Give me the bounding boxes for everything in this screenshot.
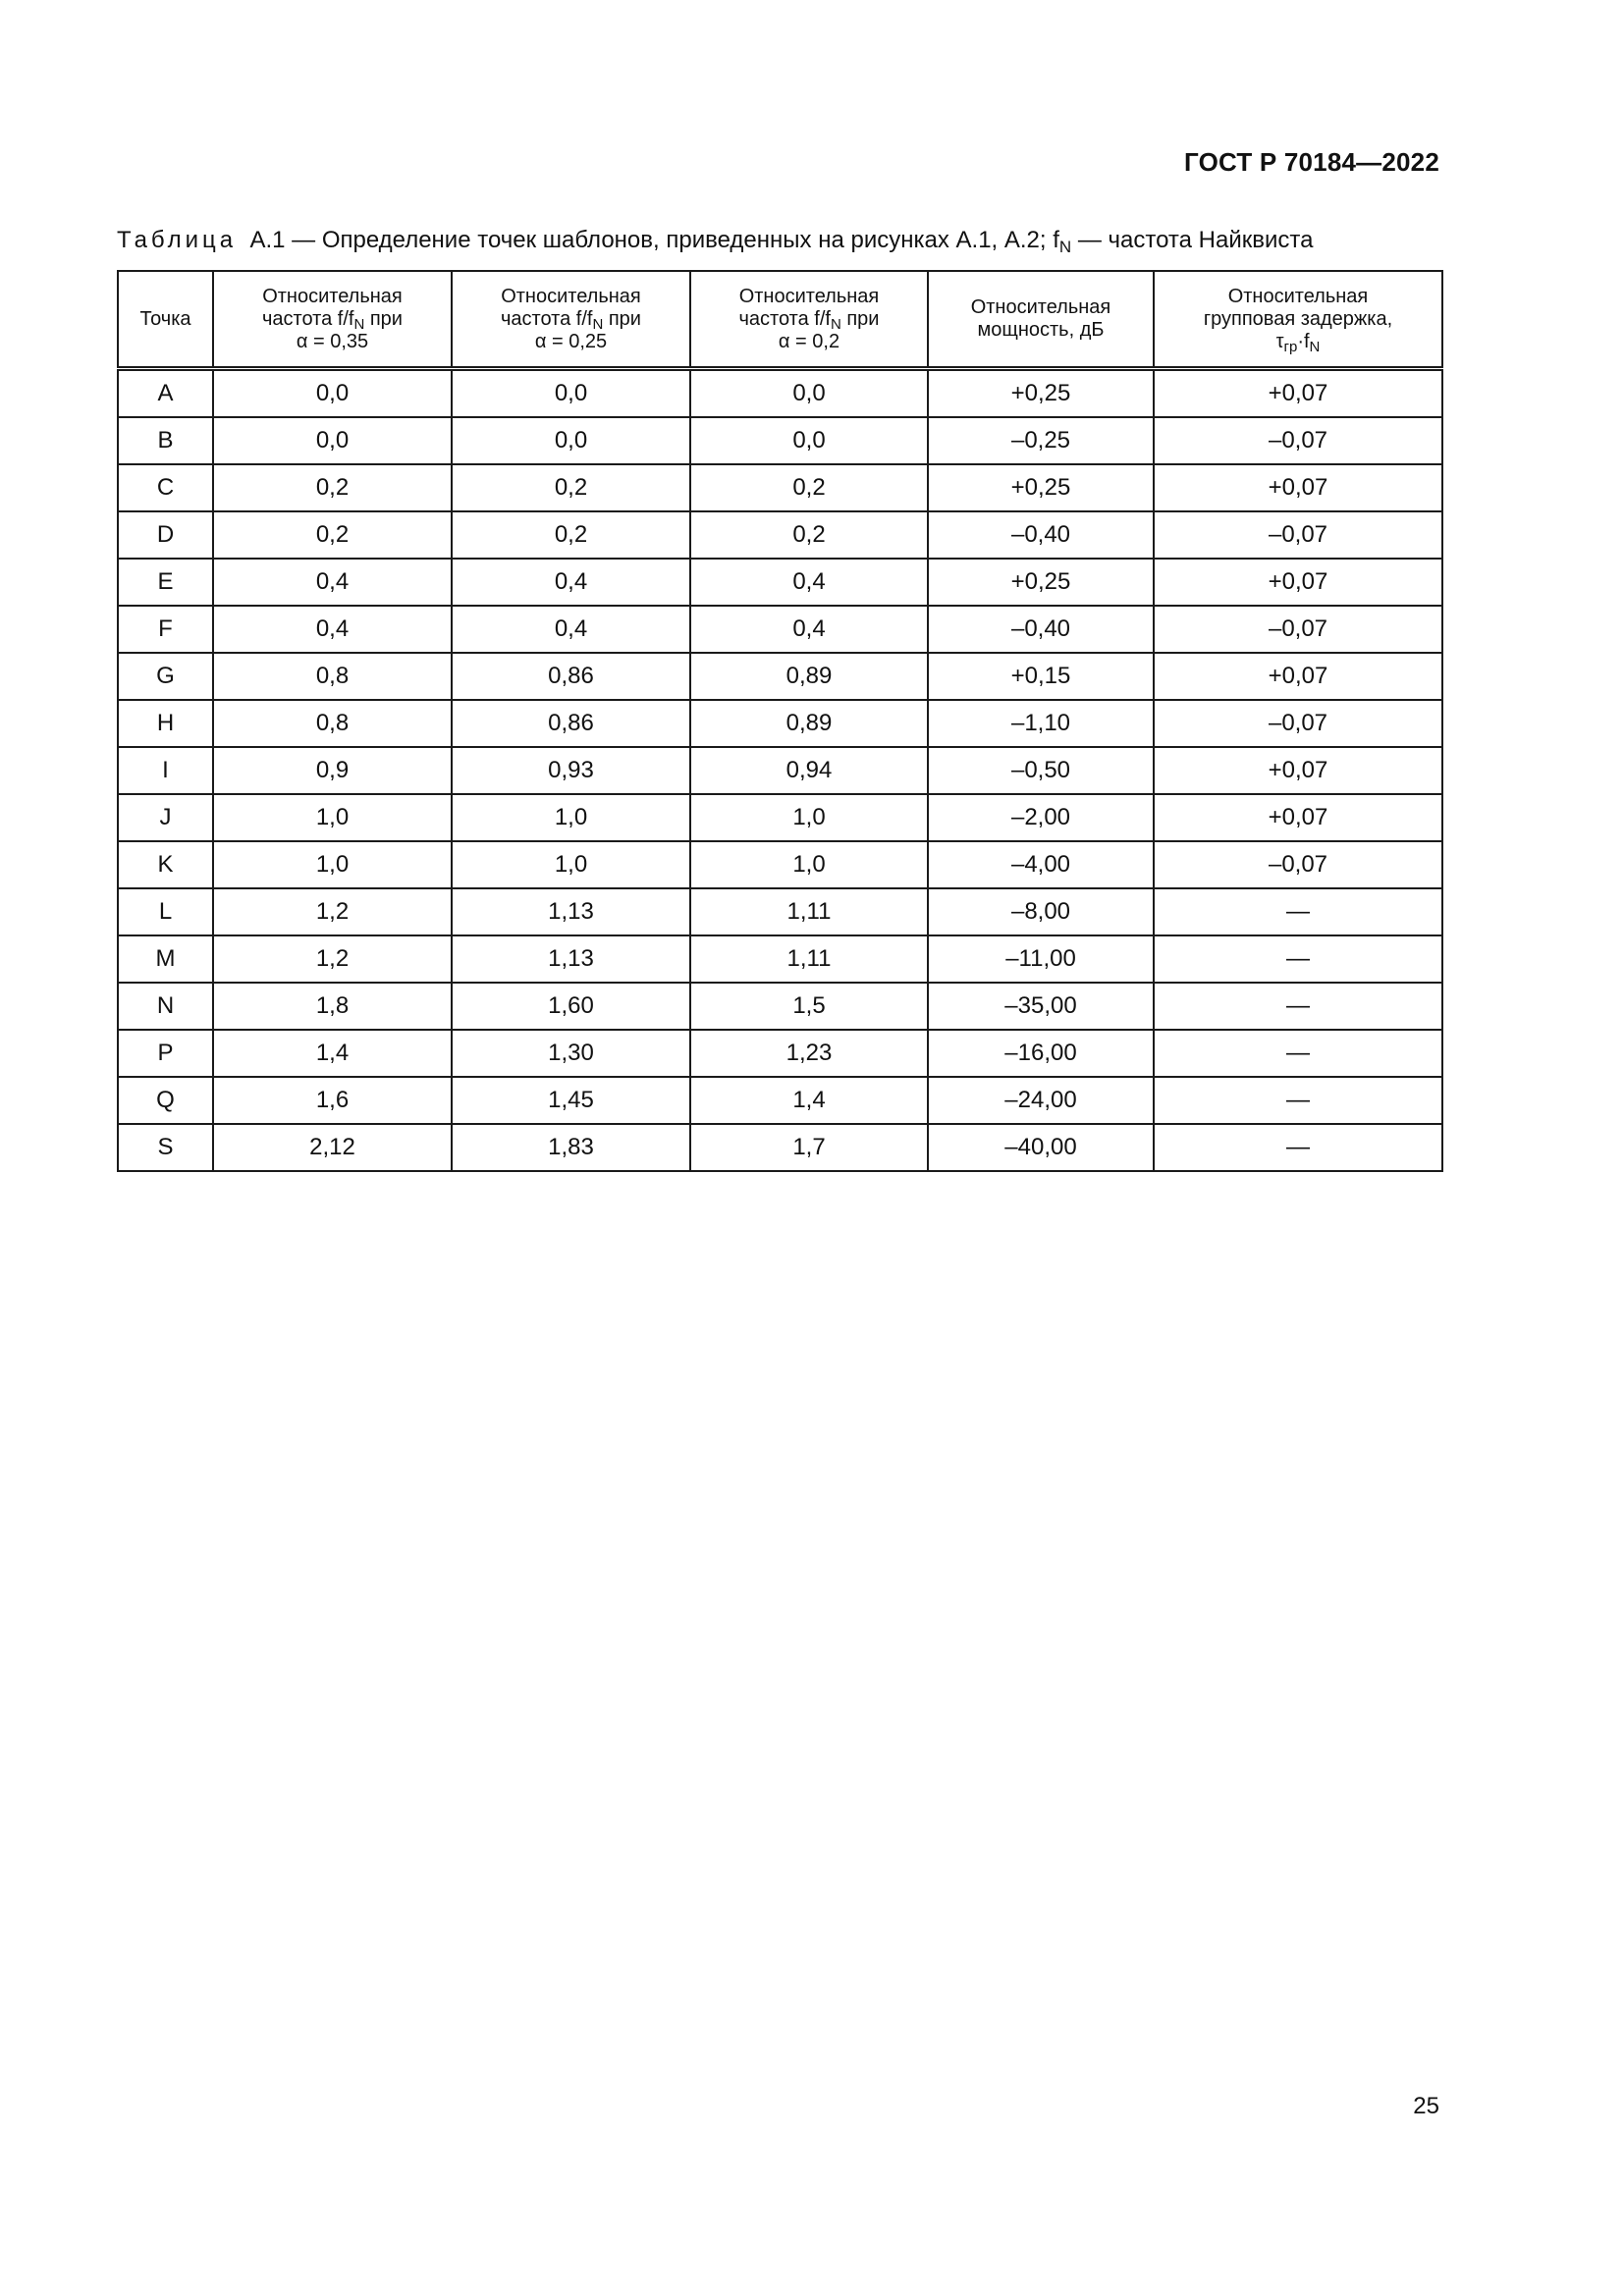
- cell-rel-freq-025: 0,2: [452, 511, 690, 559]
- table-row: [118, 417, 1442, 464]
- cell-rel-freq-02: 0,2: [690, 511, 928, 559]
- cell-point: P: [118, 1030, 213, 1077]
- cell-point: L: [118, 888, 213, 935]
- cell-rel-freq-02: 0,2: [690, 464, 928, 511]
- cell-rel-freq-025: 0,0: [452, 369, 690, 418]
- cell-point: G: [118, 653, 213, 700]
- header-rel-freq-025: Относительная частота $f/f_N$ при α = 0,25: [452, 271, 690, 369]
- table-row: [118, 606, 1442, 653]
- table-row: [118, 700, 1442, 747]
- table-header-row: [118, 271, 1442, 369]
- table-caption-text-end: — частота Найквиста: [1071, 227, 1314, 253]
- cell-point: S: [118, 1124, 213, 1171]
- cell-rel-power: –40,00: [928, 1124, 1154, 1171]
- cell-rel-freq-035: 1,2: [213, 888, 452, 935]
- cell-rel-freq-035: 1,0: [213, 794, 452, 841]
- document-standard-header: ГОСТ Р 70184—2022: [1184, 147, 1439, 177]
- page-number: 25: [1413, 2093, 1439, 2119]
- table-row: [118, 983, 1442, 1030]
- cell-rel-freq-025: 0,86: [452, 653, 690, 700]
- table-body: [118, 369, 1442, 1172]
- cell-rel-group-delay: —: [1154, 1030, 1442, 1077]
- cell-rel-group-delay: +0,07: [1154, 747, 1442, 794]
- cell-rel-freq-035: 0,0: [213, 417, 452, 464]
- cell-rel-freq-025: 1,13: [452, 888, 690, 935]
- table-row: [118, 1124, 1442, 1171]
- cell-rel-freq-025: 1,0: [452, 794, 690, 841]
- cell-rel-group-delay: —: [1154, 888, 1442, 935]
- table-row: [118, 511, 1442, 559]
- table-row: [118, 559, 1442, 606]
- cell-rel-power: –0,25: [928, 417, 1154, 464]
- cell-rel-freq-035: 0,2: [213, 464, 452, 511]
- table-row: [118, 888, 1442, 935]
- cell-point: Q: [118, 1077, 213, 1124]
- cell-rel-power: –35,00: [928, 983, 1154, 1030]
- cell-rel-power: +0,15: [928, 653, 1154, 700]
- cell-rel-freq-02: 0,89: [690, 653, 928, 700]
- cell-rel-freq-035: 1,4: [213, 1030, 452, 1077]
- cell-rel-freq-035: 1,2: [213, 935, 452, 983]
- cell-rel-freq-02: 1,23: [690, 1030, 928, 1077]
- cell-rel-freq-02: 0,4: [690, 559, 928, 606]
- table-row: [118, 653, 1442, 700]
- cell-point: E: [118, 559, 213, 606]
- cell-rel-freq-035: 0,9: [213, 747, 452, 794]
- cell-point: N: [118, 983, 213, 1030]
- cell-rel-freq-02: 0,0: [690, 417, 928, 464]
- cell-rel-freq-025: 1,13: [452, 935, 690, 983]
- cell-point: A: [118, 369, 213, 418]
- cell-rel-power: –1,10: [928, 700, 1154, 747]
- cell-rel-power: +0,25: [928, 369, 1154, 418]
- cell-rel-group-delay: –0,07: [1154, 606, 1442, 653]
- table-row: [118, 369, 1442, 418]
- cell-rel-group-delay: –0,07: [1154, 700, 1442, 747]
- cell-rel-power: +0,25: [928, 464, 1154, 511]
- cell-point: B: [118, 417, 213, 464]
- cell-rel-freq-025: 1,83: [452, 1124, 690, 1171]
- cell-rel-freq-02: 0,4: [690, 606, 928, 653]
- cell-rel-group-delay: +0,07: [1154, 794, 1442, 841]
- cell-rel-power: –16,00: [928, 1030, 1154, 1077]
- cell-rel-group-delay: —: [1154, 1077, 1442, 1124]
- header-rel-freq-02: Относительная частота $f/f_N$ при α = 0,2: [690, 271, 928, 369]
- cell-rel-freq-025: 0,86: [452, 700, 690, 747]
- table-caption-label: Таблица: [117, 227, 238, 253]
- cell-rel-power: –8,00: [928, 888, 1154, 935]
- cell-rel-power: –0,40: [928, 511, 1154, 559]
- cell-point: I: [118, 747, 213, 794]
- cell-rel-freq-035: 0,8: [213, 700, 452, 747]
- cell-point: C: [118, 464, 213, 511]
- cell-rel-group-delay: +0,07: [1154, 559, 1442, 606]
- cell-rel-freq-02: 0,0: [690, 369, 928, 418]
- cell-rel-power: –24,00: [928, 1077, 1154, 1124]
- cell-rel-group-delay: +0,07: [1154, 464, 1442, 511]
- table-caption: [117, 227, 1313, 254]
- cell-rel-freq-035: 0,2: [213, 511, 452, 559]
- cell-rel-freq-025: 0,4: [452, 559, 690, 606]
- cell-rel-group-delay: –0,07: [1154, 511, 1442, 559]
- cell-rel-group-delay: +0,07: [1154, 369, 1442, 418]
- cell-rel-freq-025: 0,4: [452, 606, 690, 653]
- cell-rel-freq-02: 1,4: [690, 1077, 928, 1124]
- cell-rel-freq-02: 1,7: [690, 1124, 928, 1171]
- cell-rel-freq-035: 1,8: [213, 983, 452, 1030]
- table-row: [118, 841, 1442, 888]
- table-row: [118, 1077, 1442, 1124]
- cell-rel-freq-02: 0,89: [690, 700, 928, 747]
- template-points-table: [117, 270, 1443, 1172]
- cell-rel-group-delay: —: [1154, 1124, 1442, 1171]
- header-rel-freq-035: Относительная частота $f/f_N$ при α = 0,35: [213, 271, 452, 369]
- cell-rel-freq-02: 1,11: [690, 888, 928, 935]
- cell-rel-power: –4,00: [928, 841, 1154, 888]
- cell-rel-freq-035: 0,4: [213, 559, 452, 606]
- cell-rel-freq-035: 0,8: [213, 653, 452, 700]
- table-row: [118, 464, 1442, 511]
- cell-rel-freq-035: 0,4: [213, 606, 452, 653]
- cell-rel-group-delay: —: [1154, 935, 1442, 983]
- caption-subscript: N: [1058, 238, 1072, 256]
- cell-rel-freq-025: 1,45: [452, 1077, 690, 1124]
- header-rel-group-delay: Относительная групповая задержка, $\tau_{гр}\cdot f_N$: [1154, 271, 1442, 369]
- cell-point: K: [118, 841, 213, 888]
- cell-rel-freq-02: 1,0: [690, 841, 928, 888]
- table-row: [118, 794, 1442, 841]
- cell-rel-freq-035: 0,0: [213, 369, 452, 418]
- cell-rel-power: –11,00: [928, 935, 1154, 983]
- cell-rel-freq-02: 1,5: [690, 983, 928, 1030]
- cell-rel-freq-035: 1,6: [213, 1077, 452, 1124]
- cell-rel-freq-025: 1,60: [452, 983, 690, 1030]
- table-caption-text: А.1 — Определение точек шаблонов, приведенных на рисунках А.1, А.2; f: [249, 227, 1059, 253]
- cell-rel-power: –0,50: [928, 747, 1154, 794]
- cell-rel-group-delay: +0,07: [1154, 653, 1442, 700]
- table-row: [118, 747, 1442, 794]
- cell-rel-power: +0,25: [928, 559, 1154, 606]
- cell-rel-group-delay: –0,07: [1154, 841, 1442, 888]
- cell-rel-group-delay: —: [1154, 983, 1442, 1030]
- cell-rel-freq-035: 2,12: [213, 1124, 452, 1171]
- cell-rel-freq-02: 0,94: [690, 747, 928, 794]
- table-row: [118, 1030, 1442, 1077]
- cell-rel-freq-02: 1,0: [690, 794, 928, 841]
- header-rel-power: Относительная мощность, дБ: [928, 271, 1154, 369]
- cell-rel-power: –2,00: [928, 794, 1154, 841]
- cell-point: J: [118, 794, 213, 841]
- cell-rel-freq-035: 1,0: [213, 841, 452, 888]
- table-row: [118, 935, 1442, 983]
- cell-rel-freq-025: 0,93: [452, 747, 690, 794]
- cell-rel-group-delay: –0,07: [1154, 417, 1442, 464]
- cell-rel-freq-025: 0,0: [452, 417, 690, 464]
- cell-rel-freq-02: 1,11: [690, 935, 928, 983]
- header-point: Точка: [118, 271, 213, 369]
- cell-point: D: [118, 511, 213, 559]
- cell-rel-power: –0,40: [928, 606, 1154, 653]
- cell-rel-freq-025: 1,0: [452, 841, 690, 888]
- cell-point: F: [118, 606, 213, 653]
- cell-rel-freq-025: 0,2: [452, 464, 690, 511]
- cell-point: M: [118, 935, 213, 983]
- cell-point: H: [118, 700, 213, 747]
- cell-rel-freq-025: 1,30: [452, 1030, 690, 1077]
